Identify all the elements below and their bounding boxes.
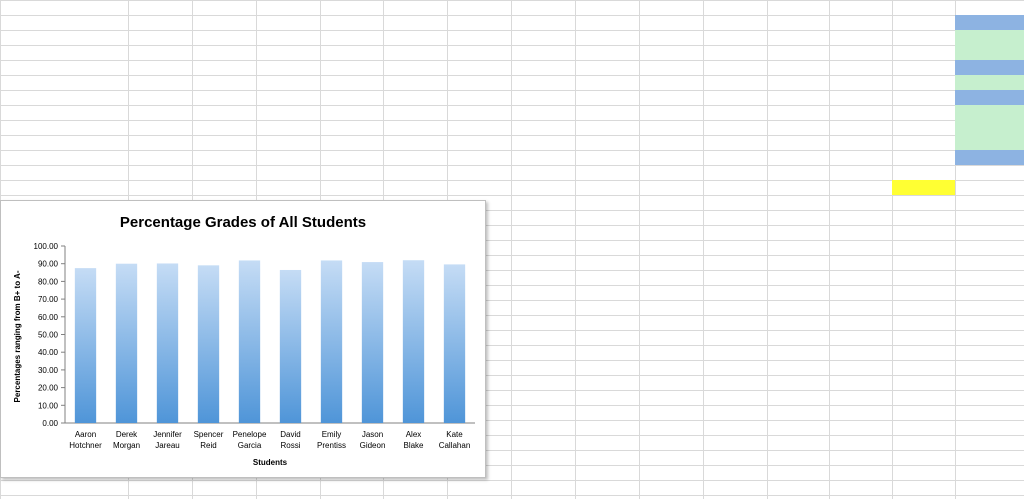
- score-cell[interactable]: [639, 135, 703, 150]
- score-cell[interactable]: [192, 30, 256, 45]
- cutoff-grade-cell[interactable]: [829, 228, 891, 243]
- score-cell[interactable]: [639, 105, 703, 120]
- score-cell[interactable]: [128, 45, 192, 60]
- points-possible-cell[interactable]: [511, 180, 575, 195]
- bar[interactable]: [362, 262, 383, 423]
- score-cell[interactable]: [383, 135, 447, 150]
- letter-grade-cell[interactable]: [575, 408, 703, 423]
- cutoff-value-cell[interactable]: [767, 288, 829, 303]
- score-cell[interactable]: [892, 30, 955, 45]
- average-cell[interactable]: [575, 165, 639, 180]
- chart-plot: [1, 201, 485, 477]
- score-cell[interactable]: [703, 75, 767, 90]
- score-cell[interactable]: [575, 30, 639, 45]
- score-cell[interactable]: [767, 135, 829, 150]
- score-cell[interactable]: [575, 15, 639, 30]
- student-name-cell[interactable]: [0, 135, 128, 150]
- score-cell[interactable]: [383, 90, 447, 105]
- y-tick-label: 90.00: [37, 259, 58, 269]
- score-cell[interactable]: [639, 30, 703, 45]
- score-cell[interactable]: [892, 135, 955, 150]
- score-cell[interactable]: [575, 75, 639, 90]
- score-cell[interactable]: [447, 30, 511, 45]
- bar[interactable]: [157, 263, 178, 423]
- score-cell[interactable]: [383, 60, 447, 75]
- score-cell[interactable]: [383, 150, 447, 165]
- header-cell[interactable]: [128, 0, 192, 15]
- x-tick-label: Alex: [405, 430, 422, 439]
- x-tick-label: David: [280, 430, 301, 439]
- letter-grade-cell[interactable]: [575, 363, 703, 378]
- score-cell[interactable]: [256, 60, 320, 75]
- average-cell[interactable]: [767, 165, 829, 180]
- grade-cell[interactable]: [955, 15, 1024, 30]
- average-cell[interactable]: [128, 165, 192, 180]
- score-cell[interactable]: [256, 45, 320, 60]
- y-tick-label: 60.00: [37, 312, 58, 322]
- points-possible-label[interactable]: [0, 180, 128, 195]
- x-tick-label: Emily: [321, 430, 342, 439]
- letter-grade-cell[interactable]: [575, 333, 703, 348]
- cutoff-grade-cell[interactable]: [829, 303, 891, 318]
- score-cell[interactable]: [128, 120, 192, 135]
- score-cell[interactable]: [767, 105, 829, 120]
- score-cell[interactable]: [320, 75, 383, 90]
- score-cell[interactable]: [320, 15, 383, 30]
- header-cell[interactable]: [703, 0, 767, 15]
- score-cell[interactable]: [829, 120, 892, 135]
- score-cell[interactable]: [447, 60, 511, 75]
- score-cell[interactable]: [767, 45, 829, 60]
- score-cell[interactable]: [128, 150, 192, 165]
- bar[interactable]: [239, 260, 260, 423]
- average-cell[interactable]: [511, 165, 575, 180]
- letter-grade-cell[interactable]: [575, 258, 703, 273]
- score-cell[interactable]: [320, 90, 383, 105]
- score-cell[interactable]: [829, 90, 892, 105]
- score-cell[interactable]: [256, 150, 320, 165]
- cutoff-value-cell[interactable]: [767, 378, 829, 393]
- y-tick-label: 70.00: [37, 295, 58, 305]
- x-tick-label: Hotchner: [69, 441, 102, 450]
- letter-grade-cell[interactable]: [575, 348, 703, 363]
- cutoff-grade-cell[interactable]: [829, 333, 891, 348]
- score-cell[interactable]: [703, 15, 767, 30]
- score-cell[interactable]: [829, 105, 892, 120]
- cutoff-grade-cell[interactable]: [829, 258, 891, 273]
- score-cell[interactable]: [511, 15, 575, 30]
- header-cell[interactable]: [767, 0, 829, 15]
- letter-grade-cell[interactable]: [575, 273, 703, 288]
- points-possible-cell[interactable]: [447, 180, 511, 195]
- average-cell[interactable]: [192, 165, 256, 180]
- cutoff-grade-cell[interactable]: [829, 348, 891, 363]
- student-name-cell[interactable]: [0, 105, 128, 120]
- bar[interactable]: [75, 268, 96, 423]
- percentage-range-cell[interactable]: [511, 303, 575, 318]
- score-cell[interactable]: [511, 120, 575, 135]
- bar[interactable]: [116, 264, 137, 423]
- score-cell[interactable]: [447, 90, 511, 105]
- average-cell[interactable]: [639, 165, 703, 180]
- score-cell[interactable]: [128, 15, 192, 30]
- score-cell[interactable]: [575, 150, 639, 165]
- grade-cell[interactable]: [955, 105, 1024, 120]
- score-cell[interactable]: [575, 135, 639, 150]
- student-name-cell[interactable]: [0, 90, 128, 105]
- average-cell[interactable]: [320, 165, 383, 180]
- points-possible-cell[interactable]: [383, 180, 447, 195]
- student-name-cell[interactable]: [0, 30, 128, 45]
- score-cell[interactable]: [511, 135, 575, 150]
- x-tick-label: Spencer: [193, 430, 224, 439]
- score-cell[interactable]: [892, 45, 955, 60]
- score-cell[interactable]: [829, 75, 892, 90]
- cutoff-value-cell[interactable]: [767, 243, 829, 258]
- grade-cell[interactable]: [955, 150, 1024, 165]
- x-tick-label: Reid: [200, 441, 217, 450]
- score-cell[interactable]: [320, 60, 383, 75]
- score-cell[interactable]: [447, 75, 511, 90]
- score-cell[interactable]: [447, 105, 511, 120]
- points-possible-cell[interactable]: [128, 180, 192, 195]
- score-cell[interactable]: [575, 90, 639, 105]
- score-cell[interactable]: [767, 120, 829, 135]
- score-cell[interactable]: [575, 120, 639, 135]
- percentage-range-cell[interactable]: [511, 348, 575, 363]
- points-possible-cell[interactable]: [767, 180, 829, 195]
- score-cell[interactable]: [256, 105, 320, 120]
- percentage-range-cell[interactable]: [511, 333, 575, 348]
- y-tick-label: 40.00: [37, 348, 58, 358]
- score-cell[interactable]: [320, 45, 383, 60]
- student-name-cell[interactable]: [0, 120, 128, 135]
- grade-cell[interactable]: [955, 45, 1024, 60]
- letter-grade-cell[interactable]: [575, 318, 703, 333]
- score-cell[interactable]: [383, 120, 447, 135]
- score-cell[interactable]: [256, 30, 320, 45]
- score-cell[interactable]: [829, 135, 892, 150]
- y-tick-label: 80.00: [37, 277, 58, 287]
- percentage-range-cell[interactable]: [511, 408, 575, 423]
- score-cell[interactable]: [511, 90, 575, 105]
- score-cell[interactable]: [192, 45, 256, 60]
- header-cell[interactable]: [511, 0, 575, 15]
- cutoff-value-cell[interactable]: [767, 273, 829, 288]
- score-cell[interactable]: [892, 15, 955, 30]
- cutoff-value-cell[interactable]: [767, 318, 829, 333]
- bar[interactable]: [444, 264, 465, 423]
- grade-cell[interactable]: [955, 60, 1024, 75]
- cutoff-value-cell[interactable]: [767, 333, 829, 348]
- cutoff-value-cell[interactable]: [767, 258, 829, 273]
- cutoff-value-cell[interactable]: [767, 303, 829, 318]
- points-possible-cell[interactable]: [256, 180, 320, 195]
- percentage-range-cell[interactable]: [511, 258, 575, 273]
- x-tick-label: Rossi: [280, 441, 301, 450]
- score-cell[interactable]: [256, 75, 320, 90]
- grade-table-header[interactable]: [511, 228, 575, 243]
- score-cell[interactable]: [320, 150, 383, 165]
- score-cell[interactable]: [128, 135, 192, 150]
- chart-title: Percentage Grades of All Students: [119, 214, 367, 231]
- score-cell[interactable]: [128, 90, 192, 105]
- score-cell[interactable]: [192, 135, 256, 150]
- score-cell[interactable]: [192, 120, 256, 135]
- score-cell[interactable]: [511, 60, 575, 75]
- x-tick-label: Jareau: [155, 441, 180, 450]
- score-cell[interactable]: [192, 105, 256, 120]
- score-cell[interactable]: [383, 45, 447, 60]
- score-cell[interactable]: [128, 105, 192, 120]
- score-cell[interactable]: [829, 30, 892, 45]
- score-cell[interactable]: [575, 60, 639, 75]
- cutoff-grade-cell[interactable]: [829, 243, 891, 258]
- score-cell[interactable]: [383, 30, 447, 45]
- score-cell[interactable]: [128, 30, 192, 45]
- score-cell[interactable]: [256, 90, 320, 105]
- score-cell[interactable]: [192, 90, 256, 105]
- header-cell[interactable]: [955, 0, 1024, 15]
- letter-grade-cell[interactable]: [575, 288, 703, 303]
- score-cell[interactable]: [767, 60, 829, 75]
- score-cell[interactable]: [511, 45, 575, 60]
- score-cell[interactable]: [447, 150, 511, 165]
- score-cell[interactable]: [511, 105, 575, 120]
- score-cell[interactable]: [892, 105, 955, 120]
- letter-grade-cell[interactable]: [575, 303, 703, 318]
- cutoff-value-cell[interactable]: [767, 228, 829, 243]
- score-cell[interactable]: [703, 105, 767, 120]
- header-cell[interactable]: [0, 0, 128, 15]
- averages-label[interactable]: [0, 165, 128, 180]
- percentage-range-cell[interactable]: [511, 288, 575, 303]
- score-cell[interactable]: [892, 90, 955, 105]
- y-tick-label: 30.00: [37, 365, 58, 375]
- grade-cell[interactable]: [955, 90, 1024, 105]
- x-axis-title: Students: [252, 458, 288, 467]
- score-cell[interactable]: [447, 45, 511, 60]
- y-tick-label: 100.00: [33, 242, 58, 251]
- score-cell[interactable]: [575, 105, 639, 120]
- points-possible-cell[interactable]: [575, 180, 639, 195]
- score-cell[interactable]: [639, 120, 703, 135]
- cutoff-grade-cell[interactable]: [829, 378, 891, 393]
- score-cell[interactable]: [128, 60, 192, 75]
- y-tick-label: 50.00: [37, 330, 58, 340]
- score-cell[interactable]: [829, 60, 892, 75]
- header-cell[interactable]: [575, 0, 639, 15]
- bar[interactable]: [321, 260, 342, 423]
- score-cell[interactable]: [447, 15, 511, 30]
- letter-grade-cell[interactable]: [575, 393, 703, 408]
- bar[interactable]: [403, 260, 424, 423]
- header-cell[interactable]: [192, 0, 256, 15]
- y-tick-label: 10.00: [37, 401, 58, 411]
- percentage-range-cell[interactable]: [511, 378, 575, 393]
- score-cell[interactable]: [192, 150, 256, 165]
- score-cell[interactable]: [383, 15, 447, 30]
- score-cell[interactable]: [320, 120, 383, 135]
- x-tick-label: Callahan: [438, 441, 471, 450]
- header-cell[interactable]: [320, 0, 383, 15]
- score-cell[interactable]: [703, 90, 767, 105]
- percentage-range-cell[interactable]: [511, 243, 575, 258]
- score-cell[interactable]: [639, 90, 703, 105]
- average-cell[interactable]: [447, 165, 511, 180]
- x-tick-label: Aaron: [74, 430, 97, 439]
- x-tick-label: Derek: [115, 430, 138, 439]
- score-cell[interactable]: [256, 120, 320, 135]
- score-cell[interactable]: [639, 60, 703, 75]
- score-cell[interactable]: [320, 105, 383, 120]
- grade-cell[interactable]: [955, 135, 1024, 150]
- score-cell[interactable]: [256, 15, 320, 30]
- score-cell[interactable]: [511, 75, 575, 90]
- score-cell[interactable]: [447, 120, 511, 135]
- score-cell[interactable]: [320, 30, 383, 45]
- percentage-range-cell[interactable]: [511, 393, 575, 408]
- letter-grade-cell[interactable]: [575, 378, 703, 393]
- score-cell[interactable]: [829, 150, 892, 165]
- cutoff-value-cell[interactable]: [767, 393, 829, 408]
- score-cell[interactable]: [892, 60, 955, 75]
- header-cell[interactable]: [829, 0, 892, 15]
- score-cell[interactable]: [383, 105, 447, 120]
- score-cell[interactable]: [192, 15, 256, 30]
- points-possible-cell[interactable]: [192, 180, 256, 195]
- score-cell[interactable]: [767, 90, 829, 105]
- cutoff-grade-cell[interactable]: [829, 288, 891, 303]
- student-name-cell[interactable]: [0, 15, 128, 30]
- student-name-cell[interactable]: [0, 75, 128, 90]
- points-possible-cell[interactable]: [320, 180, 383, 195]
- score-cell[interactable]: [192, 75, 256, 90]
- bar-chart[interactable]: [0, 200, 486, 478]
- score-cell[interactable]: [639, 15, 703, 30]
- y-tick-label: 20.00: [37, 383, 58, 393]
- score-cell[interactable]: [192, 60, 256, 75]
- score-cell[interactable]: [829, 45, 892, 60]
- score-cell[interactable]: [639, 150, 703, 165]
- score-cell[interactable]: [767, 15, 829, 30]
- cutoff-grade-cell[interactable]: [829, 318, 891, 333]
- x-tick-label: Jason: [361, 430, 384, 439]
- score-cell[interactable]: [320, 135, 383, 150]
- letter-grade-cell[interactable]: [575, 243, 703, 258]
- score-cell[interactable]: [256, 135, 320, 150]
- percentage-range-cell[interactable]: [511, 273, 575, 288]
- score-cell[interactable]: [767, 30, 829, 45]
- x-tick-label: Penelope: [232, 430, 267, 439]
- score-cell[interactable]: [892, 75, 955, 90]
- grade-cell[interactable]: [955, 30, 1024, 45]
- score-cell[interactable]: [892, 150, 955, 165]
- cutoff-value-cell[interactable]: [767, 363, 829, 378]
- bar[interactable]: [198, 265, 219, 423]
- header-cell[interactable]: [447, 0, 511, 15]
- score-cell[interactable]: [767, 150, 829, 165]
- x-tick-label: Blake: [403, 441, 424, 450]
- score-cell[interactable]: [703, 150, 767, 165]
- score-cell[interactable]: [767, 75, 829, 90]
- average-cell[interactable]: [703, 165, 767, 180]
- score-cell[interactable]: [703, 135, 767, 150]
- score-cell[interactable]: [639, 45, 703, 60]
- score-cell[interactable]: [703, 120, 767, 135]
- cutoff-value-cell[interactable]: [767, 348, 829, 363]
- x-tick-label: Jennifer: [153, 430, 182, 439]
- score-cell[interactable]: [128, 75, 192, 90]
- score-cell[interactable]: [829, 15, 892, 30]
- header-cell[interactable]: [892, 0, 955, 15]
- student-name-cell[interactable]: [0, 150, 128, 165]
- x-tick-label: Prentiss: [317, 441, 346, 450]
- score-cell[interactable]: [447, 135, 511, 150]
- percentage-range-cell[interactable]: [511, 318, 575, 333]
- score-cell[interactable]: [703, 45, 767, 60]
- average-cell[interactable]: [256, 165, 320, 180]
- score-cell[interactable]: [703, 30, 767, 45]
- points-possible-cell[interactable]: [639, 180, 703, 195]
- header-cell[interactable]: [383, 0, 447, 15]
- score-cell[interactable]: [892, 120, 955, 135]
- total-points-possible-cell[interactable]: [892, 180, 955, 195]
- grade-cell[interactable]: [955, 75, 1024, 90]
- x-tick-label: Gideon: [359, 441, 386, 450]
- grade-cell[interactable]: [955, 120, 1024, 135]
- percentage-range-cell[interactable]: [511, 363, 575, 378]
- y-axis-title: Percentages ranging from B+ to A-: [13, 270, 22, 403]
- score-cell[interactable]: [575, 45, 639, 60]
- score-cell[interactable]: [383, 75, 447, 90]
- x-tick-label: Kate: [446, 430, 463, 439]
- score-cell[interactable]: [511, 30, 575, 45]
- score-cell[interactable]: [703, 60, 767, 75]
- score-cell[interactable]: [639, 75, 703, 90]
- y-tick-label: 0.00: [42, 419, 58, 428]
- bar[interactable]: [280, 270, 301, 423]
- grade-table-header[interactable]: [575, 228, 703, 243]
- x-tick-label: Garcia: [237, 441, 262, 450]
- cutoff-grade-cell[interactable]: [829, 393, 891, 408]
- cutoff-grade-cell[interactable]: [829, 273, 891, 288]
- header-cell[interactable]: [639, 0, 703, 15]
- score-cell[interactable]: [511, 150, 575, 165]
- header-cell[interactable]: [256, 0, 320, 15]
- x-tick-label: Morgan: [112, 441, 141, 450]
- student-name-cell[interactable]: [0, 45, 128, 60]
- student-name-cell[interactable]: [0, 60, 128, 75]
- cutoff-grade-cell[interactable]: [829, 363, 891, 378]
- average-cell[interactable]: [383, 165, 447, 180]
- points-possible-cell[interactable]: [703, 180, 767, 195]
